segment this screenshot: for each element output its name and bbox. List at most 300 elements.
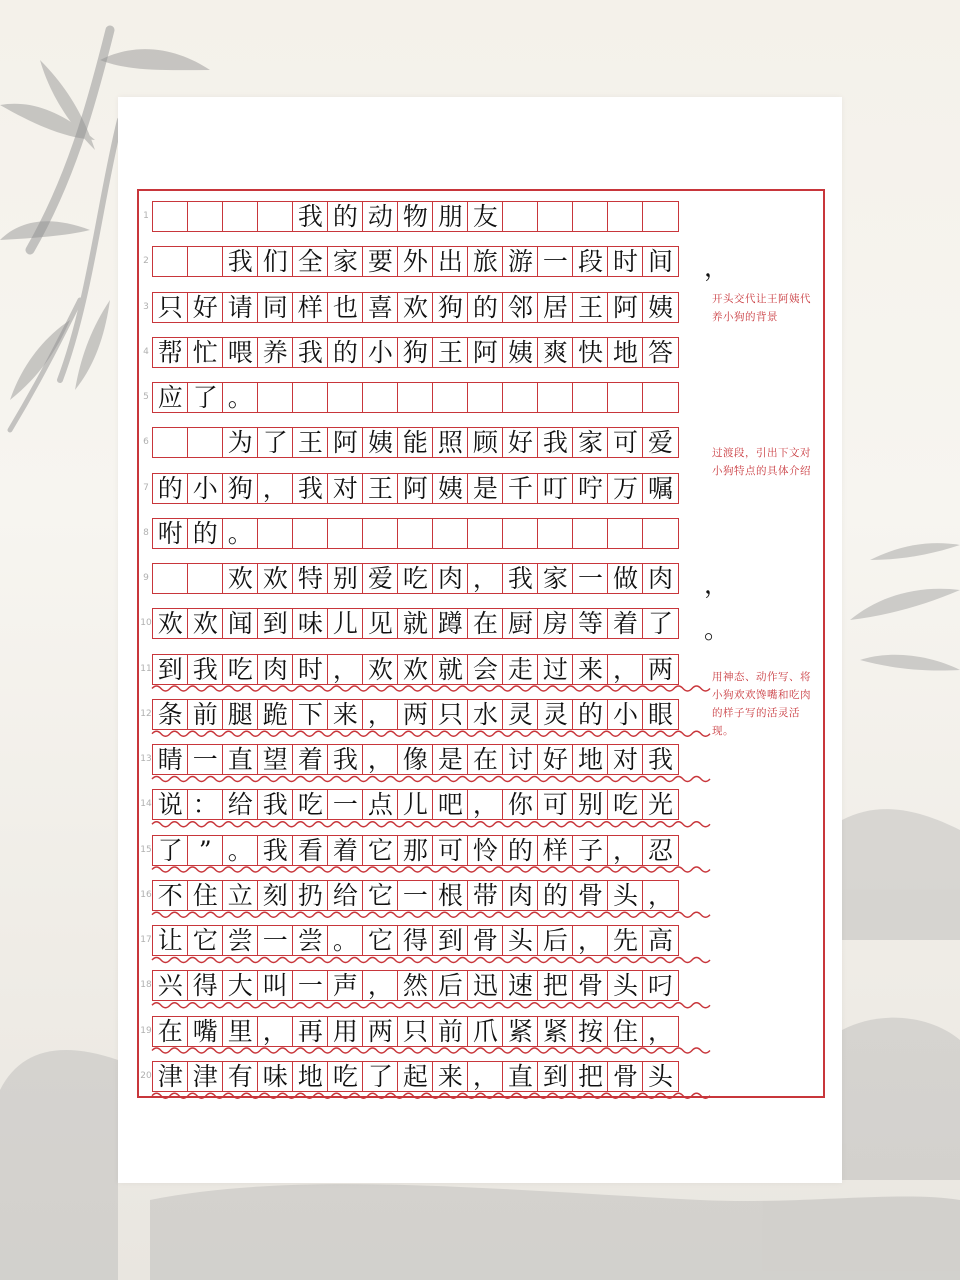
grid-cell: 叼: [642, 970, 679, 1001]
grid-cell: 要: [362, 246, 399, 277]
grid-cell: [642, 382, 679, 413]
grid-cell: 肉: [642, 563, 679, 594]
grid-row: [152, 518, 700, 549]
grid-cell: 点: [362, 789, 399, 820]
grid-cell: 帮: [152, 337, 189, 368]
grid-cell: 到: [257, 608, 294, 639]
grid-cell: 过: [537, 654, 574, 685]
line-number: 18: [140, 980, 152, 991]
grid-cell: 前: [187, 699, 224, 730]
grid-cell: ，: [642, 1016, 679, 1047]
line-number: 6: [143, 437, 149, 448]
grid-cell: 用: [327, 1016, 364, 1047]
line-number: 1: [143, 211, 149, 221]
grid-cell: 两: [397, 699, 434, 730]
grid-cell: 吃: [607, 789, 644, 820]
grid-row: [152, 835, 700, 866]
grid-cell: 一: [572, 563, 609, 594]
grid-cell: [467, 518, 504, 549]
grid-row: [152, 925, 700, 956]
grid-cell: [607, 201, 644, 232]
grid-cell: [257, 201, 294, 232]
grid-cell: 家: [327, 246, 364, 277]
grid-cell: 然: [397, 970, 434, 1001]
grid-cell: 会: [467, 654, 504, 685]
grid-cell: 条: [152, 699, 189, 730]
grid-cell: 养: [257, 337, 294, 368]
overflow-punctuation: ，: [704, 253, 730, 283]
grid-cell: 的: [572, 699, 609, 730]
grid-cell: 咛: [572, 473, 609, 504]
grid-cell: ，: [467, 789, 504, 820]
grid-cell: 在: [467, 744, 504, 775]
grid-cell: 到: [152, 654, 189, 685]
grid-cell: 给: [327, 880, 364, 911]
grid-cell: 把: [537, 970, 574, 1001]
grid-cell: 就: [432, 654, 469, 685]
grid-cell: 它: [362, 880, 399, 911]
grid-row: [152, 427, 700, 458]
grid-cell: 骨: [572, 880, 609, 911]
grid-cell: 样: [537, 835, 574, 866]
grid-cell: 姨: [432, 473, 469, 504]
grid-cell: [572, 518, 609, 549]
grid-cell: 我: [537, 427, 574, 458]
grid-cell: 我: [327, 744, 364, 775]
grid-cell: 前: [432, 1016, 469, 1047]
grid-cell: 段: [572, 246, 609, 277]
grid-row: [152, 563, 700, 594]
grid-cell: 为: [222, 427, 259, 458]
grid-cell: 高: [642, 925, 679, 956]
grid-cell: 带: [467, 880, 504, 911]
grid-cell: 欢: [397, 654, 434, 685]
grid-cell: 地: [572, 744, 609, 775]
grid-row: [152, 789, 700, 820]
grid-cell: 全: [292, 246, 329, 277]
line-number: 10: [140, 618, 152, 629]
grid-cell: 欢: [362, 654, 399, 685]
grid-cell: 了: [257, 427, 294, 458]
grid-cell: 像: [397, 744, 434, 775]
grid-cell: ，: [467, 563, 504, 594]
grid-cell: 万: [607, 473, 644, 504]
grid-cell: 外: [397, 246, 434, 277]
line-number: 17: [140, 935, 152, 945]
grid-cell: 说: [152, 789, 189, 820]
grid-cell: 等: [572, 608, 609, 639]
grid-cell: 是: [467, 473, 504, 504]
grid-cell: ，: [257, 1016, 294, 1047]
grid-cell: 骨: [607, 1061, 644, 1092]
margin-note-1: 开头交代让王阿姨代养小狗的背景: [712, 293, 811, 323]
grid-cell: 尝: [292, 925, 329, 956]
grid-cell: 也: [327, 292, 364, 323]
grid-cell: 吃: [222, 654, 259, 685]
grid-cell: 扔: [292, 880, 329, 911]
grid-cell: [257, 518, 294, 549]
grid-cell: [327, 382, 364, 413]
grid-row: [152, 654, 700, 685]
grid-cell: 尝: [222, 925, 259, 956]
grid-cell: 可: [607, 427, 644, 458]
grid-cell: 嘱: [642, 473, 679, 504]
grid-cell: 肉: [257, 654, 294, 685]
grid-cell: 爪: [467, 1016, 504, 1047]
grid-cell: 能: [397, 427, 434, 458]
grid-cell: 再: [292, 1016, 329, 1047]
grid-cell: 儿: [397, 789, 434, 820]
grid-cell: [537, 518, 574, 549]
grid-cell: 望: [257, 744, 294, 775]
grid-cell: 按: [572, 1016, 609, 1047]
grid-cell: 闻: [222, 608, 259, 639]
grid-cell: 狗: [397, 337, 434, 368]
grid-cell: 居: [537, 292, 574, 323]
grid-cell: 我: [292, 201, 329, 232]
grid-cell: 味: [257, 1061, 294, 1092]
grid-cell: 后: [537, 925, 574, 956]
grid-cell: 刻: [257, 880, 294, 911]
grid-cell: 欢: [397, 292, 434, 323]
grid-cell: 别: [572, 789, 609, 820]
margin-note-3: 用神态、动作写、将小狗欢欢馋嘴和吃肉的样子写的活灵活现。: [712, 671, 811, 737]
grid-cell: 姨: [362, 427, 399, 458]
grid-cell: 爱: [642, 427, 679, 458]
grid-cell: 我: [292, 337, 329, 368]
grid-cell: [537, 201, 574, 232]
grid-cell: 阿: [467, 337, 504, 368]
grid-cell: 间: [642, 246, 679, 277]
grid-cell: 见: [362, 608, 399, 639]
grid-cell: 儿: [327, 608, 364, 639]
grid-cell: 那: [397, 835, 434, 866]
grid-cell: 头: [607, 970, 644, 1001]
grid-cell: 到: [537, 1061, 574, 1092]
grid-cell: 地: [292, 1061, 329, 1092]
grid-cell: 紧: [502, 1016, 539, 1047]
line-number: 19: [140, 1025, 152, 1036]
grid-cell: [152, 246, 189, 277]
overflow-punctuation: 。: [704, 615, 730, 645]
grid-cell: 王: [572, 292, 609, 323]
grid-cell: 吃: [327, 1061, 364, 1092]
grid-cell: [187, 427, 224, 458]
grid-cell: 起: [397, 1061, 434, 1092]
grid-cell: 爱: [362, 563, 399, 594]
grid-cell: 两: [642, 654, 679, 685]
grid-cell: 津: [152, 1061, 189, 1092]
grid-cell: 肉: [502, 880, 539, 911]
line-number: 5: [143, 392, 149, 402]
grid-cell: 同: [257, 292, 294, 323]
grid-cell: [572, 201, 609, 232]
grid-cell: 直: [502, 1061, 539, 1092]
grid-cell: 一: [187, 744, 224, 775]
grid-cell: [187, 563, 224, 594]
line-number: 8: [143, 527, 149, 538]
grid-cell: ，: [362, 699, 399, 730]
grid-cell: 只: [152, 292, 189, 323]
grid-cell: [572, 382, 609, 413]
line-number: 14: [140, 799, 152, 810]
grid-cell: 千: [502, 473, 539, 504]
grid-cell: 一: [397, 880, 434, 911]
grid-cell: ，: [572, 925, 609, 956]
grid-cell: 把: [572, 1061, 609, 1092]
overflow-punctuation: ，: [704, 570, 730, 599]
grid-cell: [292, 518, 329, 549]
grid-cell: 它: [187, 925, 224, 956]
grid-cell: [467, 382, 504, 413]
grid-cell: 家: [572, 427, 609, 458]
grid-cell: 们: [257, 246, 294, 277]
grid-cell: 我: [187, 654, 224, 685]
grid-cell: 头: [642, 1061, 679, 1092]
grid-cell: 津: [187, 1061, 224, 1092]
grid-cell: 的: [327, 337, 364, 368]
grid-cell: 的: [467, 292, 504, 323]
grid-cell: 大: [222, 970, 259, 1001]
grid-cell: 阿: [397, 473, 434, 504]
grid-cell: 顾: [467, 427, 504, 458]
grid-cell: 小: [362, 337, 399, 368]
grid-cell: [187, 246, 224, 277]
grid-cell: 邻: [502, 292, 539, 323]
grid-cell: 吃: [292, 789, 329, 820]
grid-row: [152, 246, 700, 277]
grid-cell: 直: [222, 744, 259, 775]
grid-cell: ，: [362, 970, 399, 1001]
grid-cell: 狗: [222, 473, 259, 504]
grid-cell: 就: [397, 608, 434, 639]
line-number: 9: [143, 573, 149, 583]
grid-cell: 一: [292, 970, 329, 1001]
grid-cell: ，: [467, 1061, 504, 1092]
grid-cell: 物: [397, 201, 434, 232]
grid-cell: 好: [537, 744, 574, 775]
grid-cell: 在: [467, 608, 504, 639]
grid-cell: 对: [327, 473, 364, 504]
grid-row: [152, 473, 700, 504]
grid-cell: ，: [607, 654, 644, 685]
grid-cell: 欢: [257, 563, 294, 594]
grid-cell: 我: [222, 246, 259, 277]
line-number: 12: [140, 708, 152, 719]
grid-cell: [642, 201, 679, 232]
grid-cell: 着: [292, 744, 329, 775]
grid-cell: 叫: [257, 970, 294, 1001]
grid-cell: 住: [607, 1016, 644, 1047]
grid-cell: 给: [222, 789, 259, 820]
grid-cell: 王: [362, 473, 399, 504]
grid-cell: 得: [187, 970, 224, 1001]
grid-row: [152, 337, 700, 368]
grid-cell: [642, 518, 679, 549]
grid-cell: 答: [642, 337, 679, 368]
grid-cell: 对: [607, 744, 644, 775]
grid-cell: 骨: [572, 970, 609, 1001]
grid-cell: 的: [152, 473, 189, 504]
grid-cell: 欢: [222, 563, 259, 594]
grid-cell: 可: [537, 789, 574, 820]
grid-cell: 地: [607, 337, 644, 368]
grid-row: [152, 382, 700, 413]
grid-cell: 房: [537, 608, 574, 639]
grid-cell: 欢: [187, 608, 224, 639]
grid-cell: [257, 382, 294, 413]
grid-cell: 讨: [502, 744, 539, 775]
grid-row: [152, 201, 700, 232]
grid-cell: 欢: [152, 608, 189, 639]
grid-cell: 蹲: [432, 608, 469, 639]
grid-cell: 快: [572, 337, 609, 368]
grid-cell: [152, 201, 189, 232]
grid-cell: 的: [187, 518, 224, 549]
grid-cell: 走: [502, 654, 539, 685]
grid-cell: ，: [362, 744, 399, 775]
grid-cell: 里: [222, 1016, 259, 1047]
grid-cell: 先: [607, 925, 644, 956]
grid-cell: 在: [152, 1016, 189, 1047]
grid-cell: [502, 201, 539, 232]
grid-cell: [187, 201, 224, 232]
grid-cell: 它: [362, 835, 399, 866]
grid-cell: [292, 382, 329, 413]
grid-cell: 的: [327, 201, 364, 232]
grid-cell: 了: [642, 608, 679, 639]
grid-row: [152, 1061, 700, 1092]
grid-cell: 吧: [432, 789, 469, 820]
grid-cell: 来: [432, 1061, 469, 1092]
grid-cell: 动: [362, 201, 399, 232]
grid-cell: 我: [257, 835, 294, 866]
grid-cell: 可: [432, 835, 469, 866]
grid-cell: ：: [187, 789, 224, 820]
grid-cell: 它: [362, 925, 399, 956]
grid-cell: 了: [187, 382, 224, 413]
line-number: 20: [140, 1070, 152, 1081]
grid-cell: 小: [607, 699, 644, 730]
grid-cell: 得: [397, 925, 434, 956]
grid-cell: 紧: [537, 1016, 574, 1047]
grid-cell: 你: [502, 789, 539, 820]
grid-cell: 骨: [467, 925, 504, 956]
grid-cell: 腿: [222, 699, 259, 730]
line-number: 16: [140, 889, 152, 900]
grid-cell: [397, 382, 434, 413]
grid-cell: [362, 518, 399, 549]
line-number: 13: [140, 754, 152, 764]
line-number: 7: [143, 482, 149, 493]
grid-cell: [362, 382, 399, 413]
grid-cell: 头: [607, 880, 644, 911]
grid-cell: 喂: [222, 337, 259, 368]
line-number: 2: [143, 256, 149, 267]
grid-cell: 两: [362, 1016, 399, 1047]
grid-cell: 旅: [467, 246, 504, 277]
grid-cell: 跪: [257, 699, 294, 730]
grid-cell: 我: [642, 744, 679, 775]
line-number: 15: [140, 844, 152, 855]
grid-cell: 立: [222, 880, 259, 911]
grid-cell: 应: [152, 382, 189, 413]
grid-cell: ”: [187, 835, 224, 866]
grid-cell: 友: [467, 201, 504, 232]
grid-cell: 时: [607, 246, 644, 277]
grid-cell: 声: [327, 970, 364, 1001]
line-number: 3: [143, 301, 149, 312]
grid-row: [152, 292, 700, 323]
grid-cell: ，: [257, 473, 294, 504]
grid-cell: 头: [502, 925, 539, 956]
grid-cell: 速: [502, 970, 539, 1001]
grid-cell: 有: [222, 1061, 259, 1092]
grid-cell: 厨: [502, 608, 539, 639]
line-number: 11: [140, 663, 152, 674]
grid-cell: 时: [292, 654, 329, 685]
grid-cell: 忍: [642, 835, 679, 866]
grid-cell: [502, 382, 539, 413]
grid-cell: 着: [327, 835, 364, 866]
grid-cell: 光: [642, 789, 679, 820]
line-number: 4: [143, 346, 149, 357]
grid-cell: 眼: [642, 699, 679, 730]
grid-cell: 好: [502, 427, 539, 458]
grid-cell: 着: [607, 608, 644, 639]
grid-cell: 灵: [502, 699, 539, 730]
grid-cell: 只: [397, 1016, 434, 1047]
grid-cell: 出: [432, 246, 469, 277]
grid-cell: 灵: [537, 699, 574, 730]
grid-cell: 请: [222, 292, 259, 323]
grid-cell: 了: [362, 1061, 399, 1092]
grid-cell: 下: [292, 699, 329, 730]
grid-cell: [537, 382, 574, 413]
grid-row: [152, 970, 700, 1001]
grid-cell: 王: [432, 337, 469, 368]
grid-cell: 怜: [467, 835, 504, 866]
grid-cell: 后: [432, 970, 469, 1001]
grid-cell: 一: [537, 246, 574, 277]
grid-cell: 来: [572, 654, 609, 685]
grid-cell: 姨: [642, 292, 679, 323]
grid-cell: [432, 382, 469, 413]
grid-cell: 姨: [502, 337, 539, 368]
grid-cell: 不: [152, 880, 189, 911]
grid-cell: 爽: [537, 337, 574, 368]
margin-note-2: 过渡段，引出下文对小狗特点的具体介绍: [712, 447, 811, 477]
grid-cell: 只: [432, 699, 469, 730]
grid-cell: 喜: [362, 292, 399, 323]
grid-cell: 阿: [607, 292, 644, 323]
grid-row: [152, 744, 700, 775]
grid-cell: 做: [607, 563, 644, 594]
grid-cell: 王: [292, 427, 329, 458]
grid-cell: ，: [327, 654, 364, 685]
grid-row: [152, 880, 700, 911]
grid-row: [152, 608, 700, 639]
grid-cell: 。: [222, 382, 259, 413]
grid-cell: [152, 427, 189, 458]
grid-cell: 小: [187, 473, 224, 504]
grid-cell: 咐: [152, 518, 189, 549]
grid-cell: 阿: [327, 427, 364, 458]
grid-cell: 子: [572, 835, 609, 866]
grid-cell: 兴: [152, 970, 189, 1001]
grid-cell: 忙: [187, 337, 224, 368]
grid-cell: 叮: [537, 473, 574, 504]
